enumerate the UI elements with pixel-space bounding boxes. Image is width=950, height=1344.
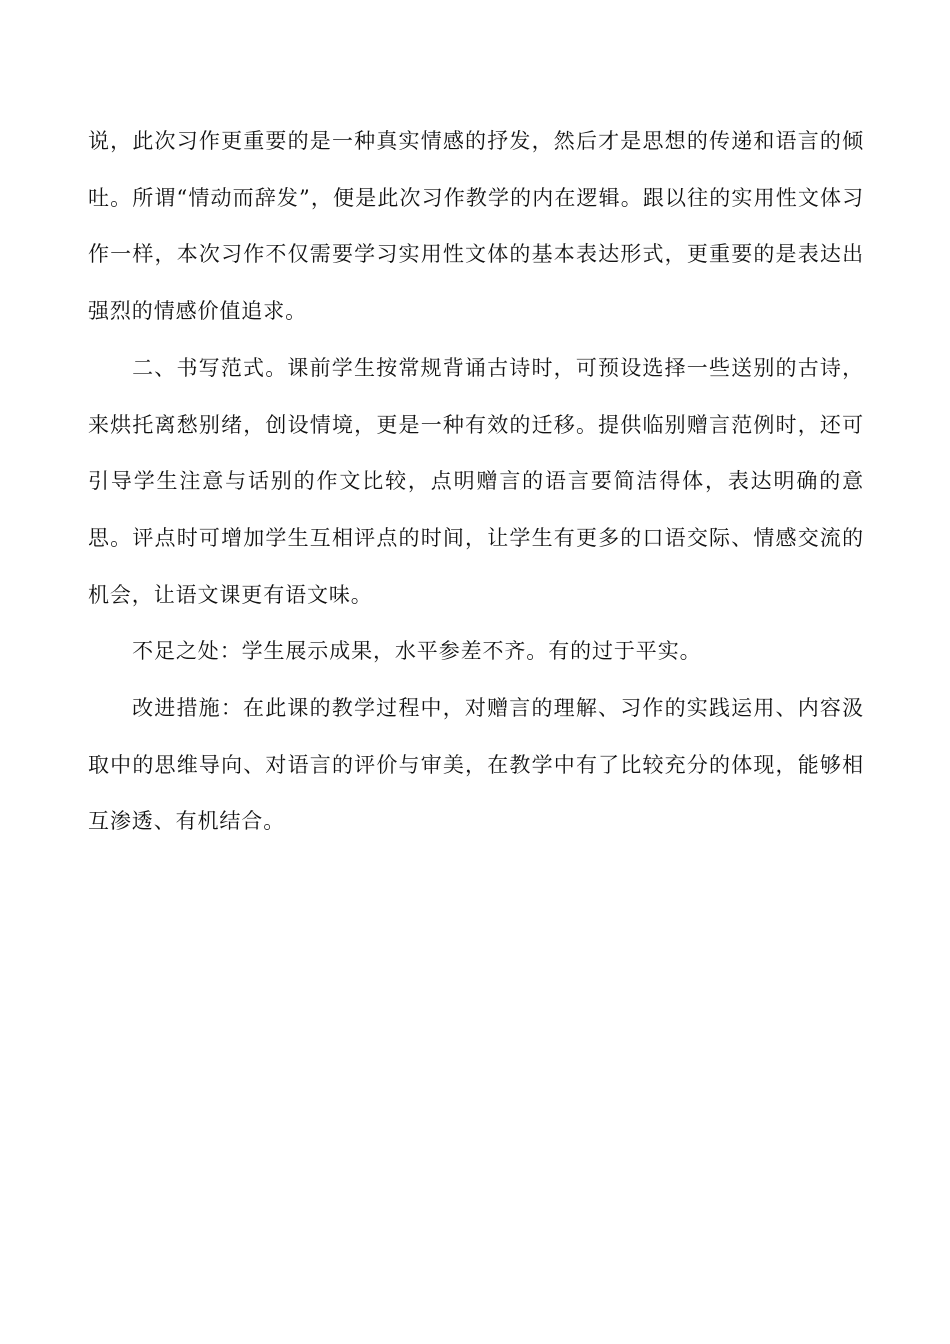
paragraph-improvements: 改进措施：在此课的教学过程中，对赠言的理解、习作的实践运用、内容汲取中的思维导向、对语言的评价与审美，在教学中有了比较充分的体现，能够相互渗透、有机结合。 (88, 696, 864, 834)
paragraph-continuation: 说，此次习作更重要的是一种真实情感的抒发，然后才是思想的传递和语言的倾吐。所谓“情动而辞发”，便是此次习作教学的内在逻辑。跟以往的实用性文体习作一样，本次习作不仅需要学习实用性文体的基本表达形式，更重要的是表达出强烈的情感价值追求。 (88, 129, 864, 324)
paragraph-shortcomings: 不足之处：学生展示成果，水平参差不齐。有的过于平实。 (132, 639, 702, 664)
document-body (88, 113, 864, 850)
paragraph-writing-model: 二、书写范式。课前学生按常规背诵古诗时，可预设选择一些送别的古诗，来烘托离愁别绪，创设情境，更是一种有效的迁移。提供临别赠言范例时，还可引导学生注意与话别的作文比较，点明赠言的语言要简洁得体，表达明确的意思。评点时可增加学生互相评点的时间，让学生有更多的口语交际、情感交流的机会，让语文课更有语文味。 (88, 355, 864, 607)
